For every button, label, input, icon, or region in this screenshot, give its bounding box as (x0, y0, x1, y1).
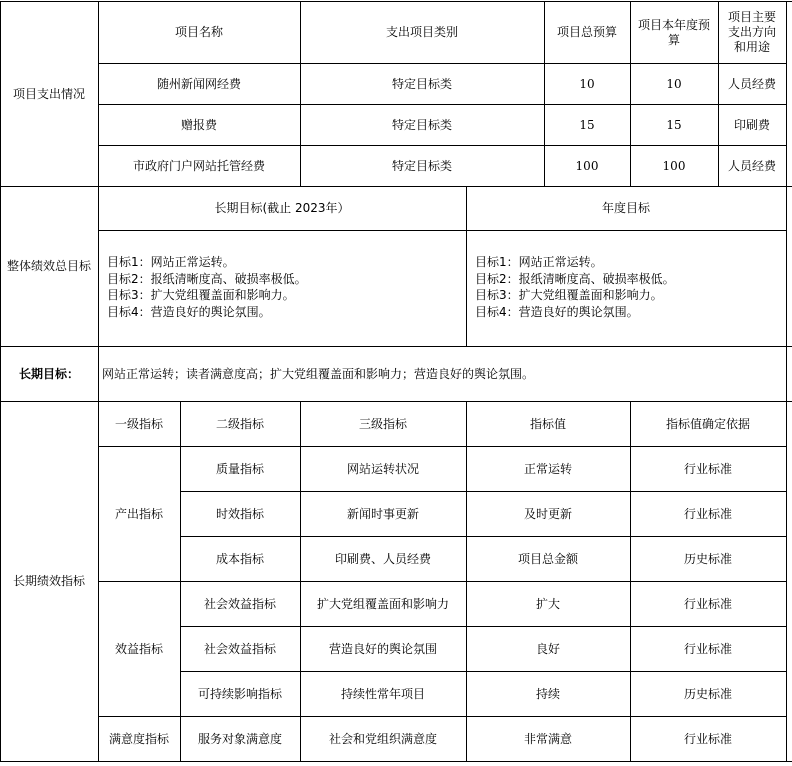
header-total-budget: 项目总预算 (556, 25, 617, 39)
indicator-basis: 历史标准 (683, 551, 732, 566)
indicator-value: 及时更新 (523, 506, 572, 521)
header-annual-budget-line2: 算 (667, 32, 680, 47)
budget-row-use: 印刷费 (733, 117, 770, 132)
long-term-label: 长期目标： (18, 366, 79, 381)
budget-row-name: 市政府门户网站托管经费 (132, 158, 265, 173)
indicator-value: 正常运转 (523, 461, 572, 476)
indicator-level2: 可持续影响指标 (197, 686, 282, 701)
header-main-use (718, 2, 786, 63)
indicator-value: 扩大 (535, 596, 560, 611)
budget-row-total: 10 (579, 76, 595, 91)
goal-item: 目标2：报纸清晰度高、破损率极低。 (475, 271, 675, 286)
indicator-level2: 社会效益指标 (203, 596, 276, 611)
header-annual-budget-line1: 项目本年度预 (637, 17, 710, 32)
budget-row-category: 特定目标类 (391, 117, 452, 132)
indicator-level2: 成本指标 (215, 551, 264, 566)
section-label-overall: 整体绩效总目标 (6, 259, 91, 273)
budget-row-name: 随州新闻网经费 (156, 76, 241, 91)
header-main-use-line3: 和用途 (733, 40, 770, 54)
annual-goals-list (475, 254, 675, 320)
header-level1: 一级指标 (114, 416, 163, 431)
long-term-goals-list (107, 254, 307, 320)
goal-item: 目标3：扩大党组覆盖面和影响力。 (107, 288, 295, 302)
header-main-use-line2: 支出方向 (727, 25, 776, 39)
header-annual-budget (630, 2, 718, 63)
budget-row-annual: 10 (666, 76, 682, 91)
indicator-basis: 行业标准 (683, 731, 732, 746)
indicator-level2: 质量指标 (215, 461, 264, 476)
section-label-indicators: 长期绩效指标 (12, 574, 85, 588)
indicator-basis: 行业标准 (683, 596, 732, 611)
annual-goals-header: 年度目标 (601, 201, 650, 215)
indicator-level3: 营造良好的舆论氛围 (328, 641, 437, 656)
header-basis: 指标值确定依据 (665, 416, 750, 431)
indicator-value: 项目总金额 (517, 551, 578, 566)
indicator-basis: 行业标准 (683, 641, 732, 656)
budget-row-use: 人员经费 (727, 158, 776, 173)
indicator-basis: 行业标准 (683, 506, 732, 521)
goal-item: 目标4：营造良好的舆论氛围。 (475, 304, 639, 319)
header-level2: 二级指标 (215, 416, 264, 431)
indicator-level2: 服务对象满意度 (197, 731, 282, 746)
level1-output: 产出指标 (114, 506, 163, 521)
budget-row-category: 特定目标类 (391, 76, 452, 91)
indicator-value: 非常满意 (523, 731, 572, 746)
indicator-level3: 网站运转状况 (346, 461, 419, 476)
header-level3: 三级指标 (358, 416, 407, 431)
indicator-value: 良好 (535, 641, 560, 656)
indicator-basis: 行业标准 (683, 461, 732, 476)
budget-row-annual: 100 (662, 158, 686, 173)
indicator-level2: 时效指标 (215, 506, 264, 521)
level1-benefit: 效益指标 (114, 641, 163, 656)
header-project-name: 项目名称 (174, 25, 223, 39)
budget-row-use: 人员经费 (727, 76, 776, 91)
indicator-level3: 扩大党组覆盖面和影响力 (316, 596, 449, 611)
goal-item: 目标4：营造良好的舆论氛围。 (107, 304, 271, 319)
header-value: 指标值 (529, 416, 566, 431)
indicator-level3: 社会和党组织满意度 (328, 731, 437, 746)
budget-row-category: 特定目标类 (391, 158, 452, 173)
level1-satisfaction: 满意度指标 (108, 731, 169, 746)
indicator-level3: 印刷费、人员经费 (334, 551, 431, 566)
indicator-level2: 社会效益指标 (203, 641, 276, 656)
budget-row-annual: 15 (666, 117, 682, 132)
budget-row-total: 100 (575, 158, 599, 173)
section-label-budget: 项目支出情况 (12, 86, 85, 101)
long-term-text: 网站正常运转；读者满意度高；扩大党组覆盖面和影响力；营造良好的舆论氛围。 (102, 366, 535, 381)
indicator-level3: 持续性常年项目 (340, 686, 425, 701)
budget-row-name: 赠报费 (180, 117, 217, 132)
goal-item: 目标3：扩大党组覆盖面和影响力。 (475, 288, 663, 302)
budget-row-total: 15 (579, 117, 595, 132)
goal-item: 目标1：网站正常运转。 (475, 255, 603, 269)
header-main-use-line1: 项目主要 (727, 10, 776, 24)
long-term-goals-header: 长期目标(截止 2023年） (214, 201, 350, 215)
goal-item: 目标1：网站正常运转。 (107, 255, 235, 269)
indicator-level3: 新闻时事更新 (346, 506, 419, 521)
header-category: 支出项目类别 (385, 25, 458, 39)
indicator-basis: 历史标准 (683, 686, 732, 701)
indicator-value: 持续 (535, 686, 560, 701)
goal-item: 目标2：报纸清晰度高、破损率极低。 (107, 271, 307, 286)
